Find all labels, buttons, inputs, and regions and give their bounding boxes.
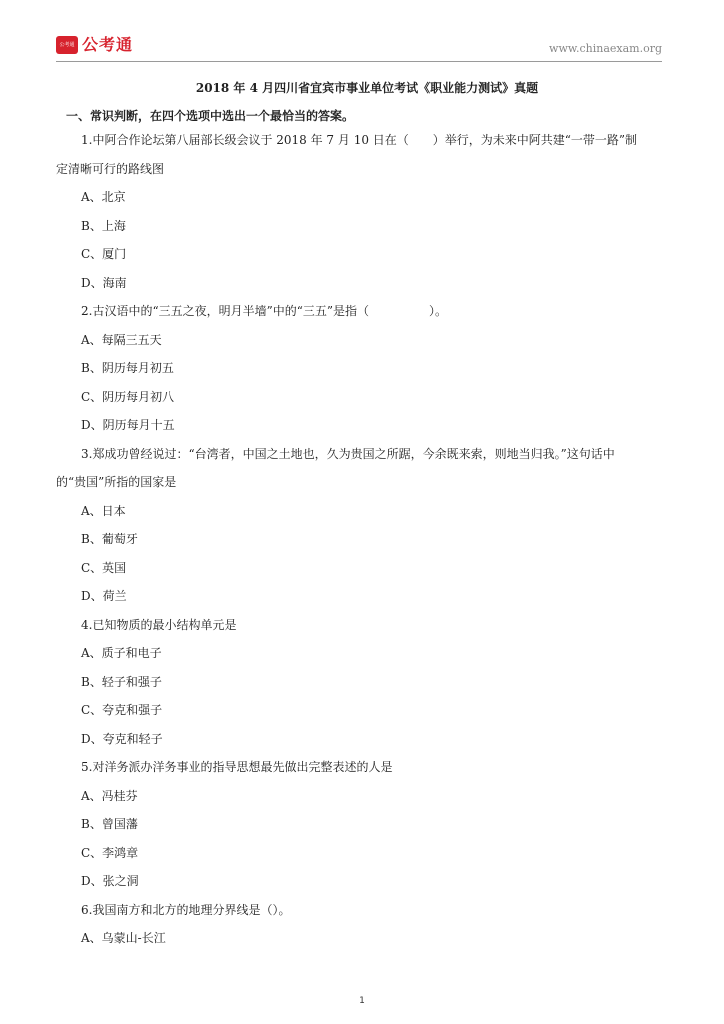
option: A、日本 [81,503,126,518]
option: D、张之洞 [81,874,139,888]
logo [56,36,133,54]
section-heading: 一、常识判断，在四个选项中选出一个最恰当的答案。 [66,109,355,123]
option: A、质子和电子 [81,646,162,660]
option: D、荷兰 [81,589,127,603]
option: A、北京 [81,190,126,204]
header-rule [56,61,662,62]
question-1 [56,126,668,297]
question-2 [56,297,668,440]
option: C、厦门 [81,247,127,261]
document-body [56,78,668,953]
question-text: 3.郑成功曾经说过：“台湾者，中国之土地也，久为贵国之所踞，今余既来索，则地当归我。”这句话中 [81,446,615,461]
page-title: 2018 年 4 月四川省宜宾市事业单位考试《职业能力测试》真题 [195,81,539,95]
question-5 [56,753,668,896]
option: D、夸克和轻子 [81,731,163,746]
question-text: 定清晰可行的路线图 [56,161,165,176]
option: B、轻子和强子 [81,674,162,689]
question-text: 4.已知物质的最小结构单元是 [81,617,237,632]
question-text: 2.古汉语中的“三五之夜，明月半墙”中的“三五”是指（ ）。 [81,304,447,318]
option: C、阴历每月初八 [81,389,175,404]
logo-badge: 公考通 [56,36,78,54]
option: C、英国 [81,560,127,575]
option: B、阴历每月初五 [81,361,174,375]
option: D、海南 [81,275,127,290]
question-6 [56,896,668,953]
site-url: www.chinaexam.org [549,42,662,55]
logo-name: 公考通 [82,35,134,54]
option: A、每隔三五天 [81,332,162,347]
option: A、冯桂芬 [81,788,138,803]
question-text: 5.对洋务派办洋务事业的指导思想最先做出完整表述的人是 [81,760,393,774]
option: A、乌蒙山-长江 [81,931,166,945]
question-text: 的“贵国”所指的国家是 [56,475,177,489]
question-4 [56,611,668,754]
option: B、上海 [81,218,126,233]
page-number: 1 [359,996,365,1006]
option: C、李鸿章 [81,845,139,860]
page-header [56,36,662,60]
question-text: 6.我国南方和北方的地理分界线是（）。 [81,902,291,917]
option: B、葡萄牙 [81,532,138,546]
question-text: 1.中阿合作论坛第八届部长级会议于 2018 年 7 月 10 日在（ ）举行，为未来中阿共建“一带一路”制 [81,133,638,147]
question-3 [56,440,668,611]
option: B、曾国藩 [81,817,138,831]
option: D、阴历每月十五 [81,418,175,432]
option: C、夸克和强子 [81,703,163,717]
